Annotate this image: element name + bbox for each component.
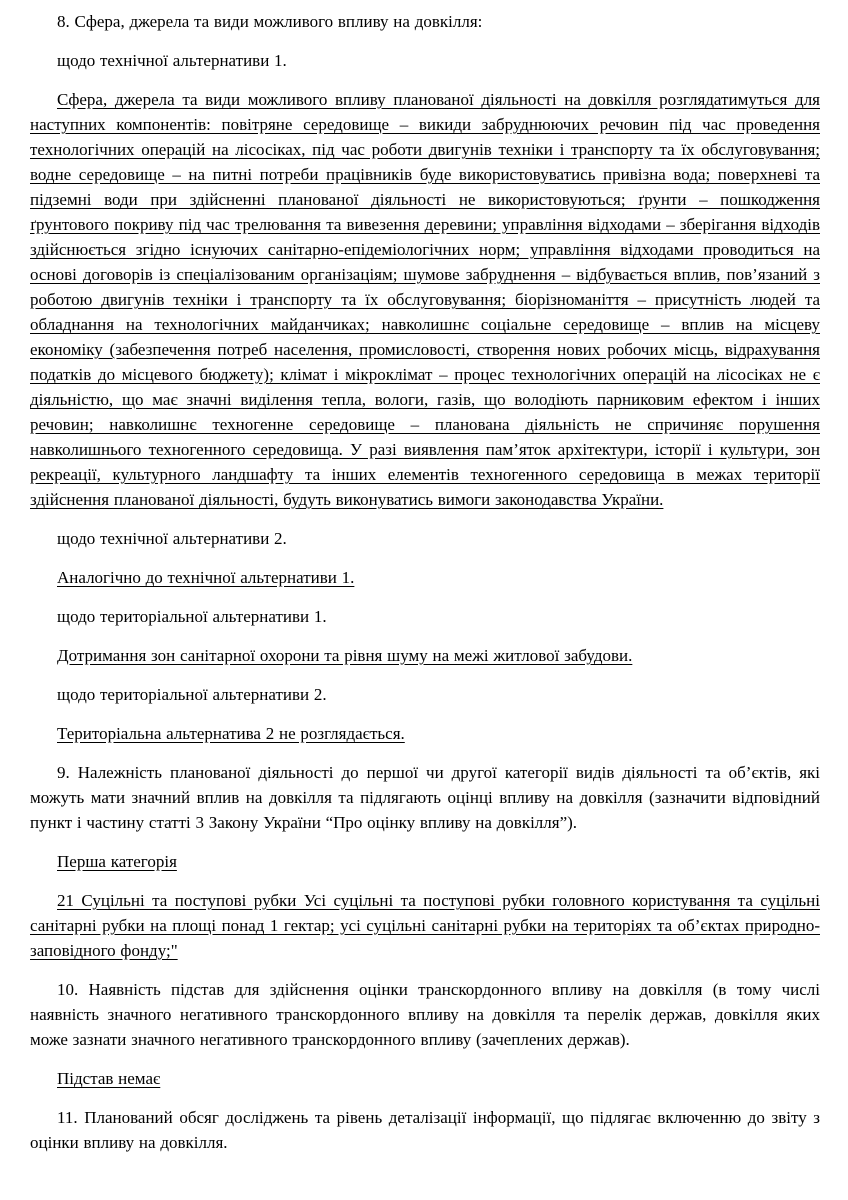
territorial-alt-2-description: Територіальна альтернатива 2 не розглядається. [57,724,405,743]
category-name: Перша категорія [57,852,177,871]
section-9-heading: 9. Належність планованої діяльності до першої чи другої категорії видів діяльності та об’єктів, які можуть мати значний вплив на довкілля та підлягають оцінці впливу на довкілля (зазначити відповідний пункт і частину статті 3 Закону України “Про оцінку впливу на довкілля”). [30,763,820,832]
territorial-alt-2-label: щодо територіальної альтернативи 2. [57,685,327,704]
section-8-heading: 8. Сфера, джерела та види можливого впливу на довкілля: [57,12,483,31]
section-10-heading: 10. Наявність підстав для здійснення оцінки транскордонного впливу на довкілля (в тому числі наявність значного негативного транскордонного впливу на довкілля та перелік держав, довкілля яких може зазнати значного негативного транскордонного впливу (зачеплених держав). [30,980,820,1049]
tech-alt-2-label: щодо технічної альтернативи 2. [57,529,287,548]
tech-alt-1-description: Сфера, джерела та види можливого впливу планованої діяльності на довкілля розглядатимуться для наступних компонентів: повітряне середовище – викиди забруднюючих речовин під час проведення технологічних операцій на лісосіках, під час роботи двигунів техніки і транспорту та їх обслуговування; водне середовище – на питні потреби працівників буде використовуватись привізна вода; поверхневі та підземні води при здійсненні планованої діяльності не використовуються; ґрунти – пошкодження ґрунтового покриву під час трелювання та вивезення деревини; управління відходами – зберігання відходів здійснюється згідно існуючих санітарно-епідеміологічних норм; управління відходами проводиться на основі договорів із спеціалізованим організаціям; шумове забруднення – відбувається вплив, пов’язаний з роботою двигунів техніки і транспорту та їх обслуговування; біорізноманіття – присутність людей та обладнання на технологічних майданчиках; навколишнє соціальне середовище – вплив на місцеву економіку (забезпечення потреб населення, промисловості, створення нових робочих місць, відрахування податків до місцевого бюджету); клімат і мікроклімат – процес технологічних операцій на лісосіках не є діяльністю, що має значні виділення тепла, вологи, газів, що володіють парниковим ефектом і інших речовин; навколишнє техногенне середовище – планована діяльність не спричиняє порушення навколишнього техногенного середовища. У разі виявлення пам’яток архітектури, історії і культури, зон рекреації, культурного ландшафту та інших елементів техногенного середовища в межах території здійснення планованої діяльності, будуть виконуватись вимоги законодавства України. [30,90,820,509]
transboundary-grounds: Підстав немає [57,1069,161,1088]
tech-alt-1-label: щодо технічної альтернативи 1. [57,51,287,70]
territorial-alt-1-description: Дотримання зон санітарної охорони та рівня шуму на межі житлової забудови. [57,646,633,665]
tech-alt-2-description: Аналогічно до технічної альтернативи 1. [57,568,355,587]
territorial-alt-1-label: щодо територіальної альтернативи 1. [57,607,327,626]
category-clause: 21 Суцільні та поступові рубки Усі суцільні та поступові рубки головного користування та суцільні санітарні рубки на площі понад 1 гектар; усі суцільні санітарні рубки на територіях та об’єктах природно-заповідного фонду;" [30,891,820,960]
section-11-heading: 11. Планований обсяг досліджень та рівень деталізації інформації, що підлягає включенню до звіту з оцінки впливу на довкілля. [30,1108,820,1152]
